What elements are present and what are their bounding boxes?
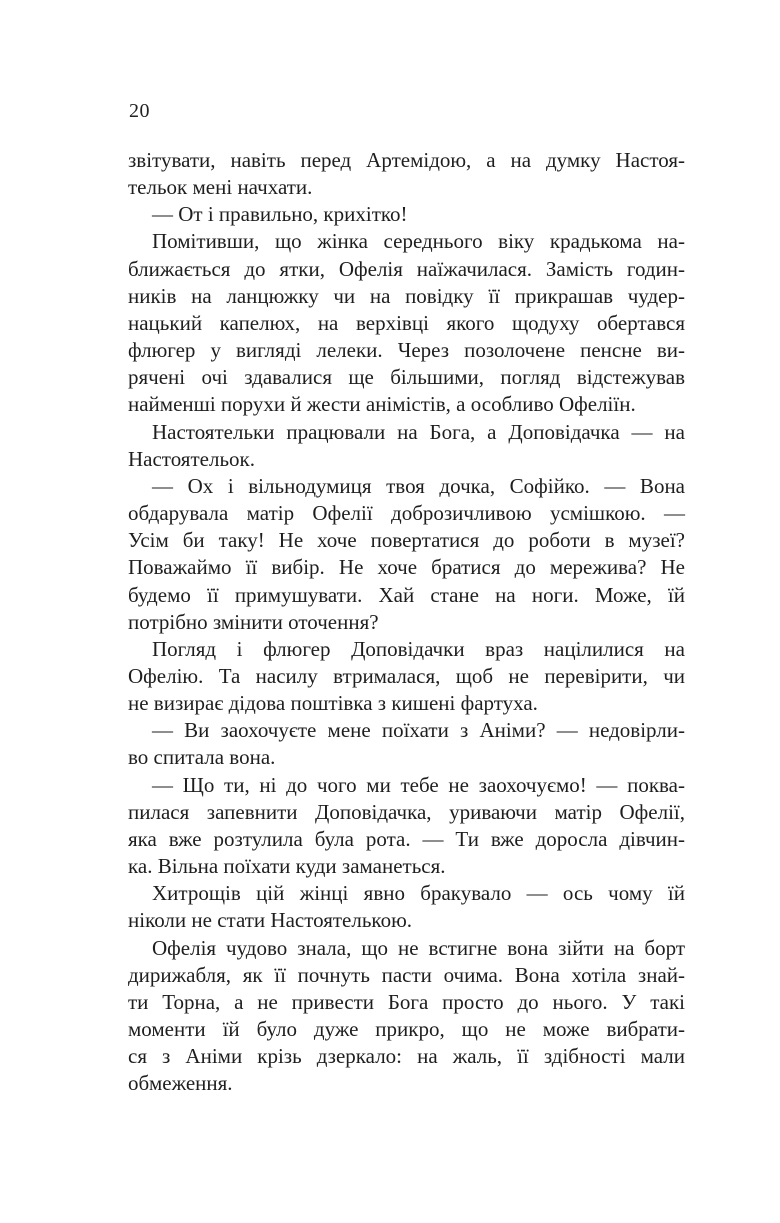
text-line: Погляд і флюгер Доповідачки враз націлилися на — [152, 636, 685, 661]
text-line: ся з Аніми крізь дзеркало: на жаль, її здібності мали — [128, 1044, 685, 1069]
text-line: обдарувала матір Офелії доброзичливою усмішкою. — — [128, 501, 685, 526]
text-line: Помітивши, що жінка середнього віку крадькома на- — [152, 229, 685, 254]
text-line: Настоятельки працювали на Бога, а Доповідачка — на — [152, 419, 685, 444]
paragraph — [128, 772, 685, 881]
text-line: Офелію. Та насилу втрималася, щоб не перевірити, чи — [128, 663, 685, 688]
paragraph — [128, 636, 685, 717]
text-line: — Ох і вільнодумиця твоя дочка, Софійко. — Вона — [152, 473, 685, 498]
paragraph — [128, 147, 685, 201]
paragraph — [128, 717, 685, 771]
text-line: ніколи не стати Настоятелькою. — [128, 908, 413, 933]
text-line: найменші порухи й жести анімістів, а особливо Офеліїн. — [128, 392, 636, 417]
text-line: флюгер у вигляді лелеки. Через позолочене пенсне ви- — [128, 338, 685, 363]
text-line: — От і правильно, крихітко! — [152, 202, 408, 227]
paragraph — [128, 228, 685, 418]
paragraph — [128, 419, 685, 473]
paragraph — [128, 880, 685, 934]
text-line: яка вже розтулила була рота. — Ти вже доросла дівчин- — [128, 826, 685, 851]
text-line: моменти їй було дуже прикро, що не може вибрати- — [128, 1017, 685, 1041]
text-line: Настоятельок. — [128, 446, 255, 471]
text-line: во спитала вона. — [128, 745, 276, 770]
text-line: ближається до ятки, Офелія наїжачилася. Замість годин- — [128, 256, 685, 281]
text-line: потрібно змінити оточення? — [128, 609, 379, 634]
text-line: нацький капелюх, на верхівці якого щодуху обертався — [128, 310, 685, 335]
paragraph — [128, 473, 685, 636]
text-line: ників на ланцюжку чи на повідку її прикрашав чудер- — [128, 283, 685, 308]
text-line: ка. Вільна поїхати куди заманеться. — [128, 854, 446, 879]
paragraph — [128, 201, 685, 228]
paragraph — [128, 935, 685, 1098]
page-number: 20 — [129, 100, 150, 122]
text-line: рячені очі здавалися ще більшими, погляд відстежував — [128, 365, 685, 390]
body-text — [128, 147, 685, 1097]
text-line: не визирає дідова поштівка з кишені фартуха. — [128, 691, 538, 716]
text-line: — Що ти, ні до чого ми тебе не заохочуємо! — поква- — [152, 772, 685, 797]
text-line: Усім би таку! Не хоче повертатися до роботи в музеї? — [128, 528, 685, 553]
text-line: обмеження. — [128, 1071, 233, 1096]
text-line: звітувати, навіть перед Артемідою, а на думку Настоя- — [128, 148, 685, 172]
text-line: пилася запевнити Доповідачка, уриваючи матір Офелії, — [128, 799, 685, 824]
text-line: Поважаймо її вибір. Не хоче братися до мережива? Не — [128, 555, 685, 580]
text-line: дирижабля, як її почнуть пасти очима. Вона хотіла знай- — [128, 962, 685, 987]
text-line: Офелія чудово знала, що не встигне вона зійти на борт — [152, 935, 685, 960]
text-line: тельок мені начхати. — [128, 175, 313, 200]
text-line: ти Торна, а не привести Бога просто до нього. У такі — [128, 989, 685, 1014]
text-line: Хитрощів цій жінці явно бракувало — ось чому їй — [152, 881, 685, 906]
text-line: — Ви заохочуєте мене поїхати з Аніми? — недовірли- — [152, 718, 685, 743]
text-line: будемо її примушувати. Хай стане на ноги. Може, їй — [128, 582, 685, 607]
